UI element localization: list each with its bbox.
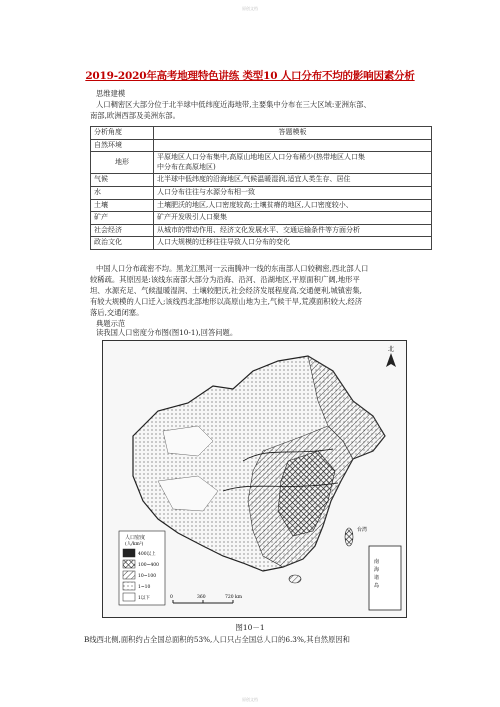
table-row [91,224,432,237]
section-heading-model: 思维建模 [96,89,126,98]
table-cell-template: 矿产开发吸引人口聚集 [154,212,432,225]
table-cell-angle: 社会经济 [91,224,154,237]
footer-watermark: 原创文档 [242,697,258,702]
legend-item-label: 1以下 [138,596,150,601]
intro-line-1: 人口稠密区大部分位于北半球中低纬度近海地带,主要集中分布在三大区域:亚洲东部、 [96,100,371,109]
nanhai-label: 岛 [374,583,380,589]
table-cell-angle: 土壤 [91,199,154,212]
north-arrow-icon [386,345,396,367]
template-table [90,126,432,250]
analysis-line-5: 落后,交通闭塞。 [90,308,144,317]
taiwan-island [345,528,353,546]
analysis-line-4: 有较大规模的人口迁入;该线西北部地形以高原山地为主,气候干旱,荒漠面积较大,经济 [90,297,363,306]
nanhai-label: 南 [374,559,380,565]
legend-item-label: 1~10 [138,585,151,590]
table-cell-angle: 矿产 [91,212,154,225]
scale-bar [170,594,243,603]
table-row [91,199,432,212]
taiwan-label: 台湾 [357,527,368,533]
analysis-line-3: 坦、水源充足、气候温暖湿润、土壤较肥沃,社会经济发展程度高,交通便利,城镇密集, [90,286,362,295]
table-row [91,186,432,199]
question-line: 读我国人口密度分布图(图10-1),回答问题。 [96,328,238,337]
table-row [91,237,432,250]
table-cell-angle: 政治文化 [91,237,154,250]
table-cell-template: 土壤肥沃的地区,人口密度较高;土壤贫瘠的地区,人口密度较小、 [154,199,432,212]
table-cell-template: 人口大规模的迁移往往导致人口分布的变化 [154,237,432,250]
table-row [91,174,432,187]
figure-caption: 图10－1 [235,623,265,632]
legend-title: 人口密度 [125,535,146,541]
table-cell-angle: 气候 [91,174,154,187]
analysis-line-1: 中国人口分布疏密不均。黑龙江黑河一云南腾冲一线的东南部人口较稠密,西北部人口 [96,264,369,273]
hainan-island [289,575,301,583]
analysis-line-2: 较稀疏。其原因是:该线东南部大部分为沿海、沿河、沿湖地区,平原面积广阔,地形平 [90,275,360,284]
map-legend [119,531,165,605]
scale-label: 360 [197,595,206,600]
table-row [91,139,432,152]
north-label: 北 [388,346,395,353]
table-cell-template: 北半球中低纬度的沿海地区,气候温暖湿润,适宜人类生存、居住 [154,174,432,187]
legend-item-label: 100~400 [138,563,159,568]
table-row [91,152,432,174]
table-header-cell: 答题模板 [154,127,432,140]
legend-unit: (人/km²) [125,542,144,547]
table-row [91,212,432,225]
china-map-figure [103,341,406,617]
table-cell-angle: 地形 [91,152,154,174]
table-cell-angle: 水 [91,186,154,199]
table-header-cell: 分析角度 [91,127,154,140]
nanhai-label: 诸 [374,575,380,581]
table-cell-angle: 自然环境 [91,139,154,152]
section-heading-example: 典题示范 [96,319,126,328]
question-continuation: B线西北侧,面积约占全国总面积的53%,人口只占全国总人口的6.3%,其自然原因和 [84,635,350,644]
table-cell-template: 从城市的带动作用、经济文化发展水平、交通运输条件等方面分析 [154,224,432,237]
table-cell-template: 人口分布往往与水源分布相一致 [154,186,432,199]
population-density-map [102,340,407,618]
table-cell-template: 平原地区人口分布集中,高原山地地区人口分布稀少(热带地区人口集 中分布在高原地区) [154,152,432,174]
nanhai-label: 海 [374,567,380,573]
scale-label: 720 km [225,595,243,600]
legend-item-label: 10~100 [138,574,157,579]
table-header-row [91,127,432,140]
table-cell-template [154,139,432,152]
page-title: 2019-2020年高考地理特色讲练 类型10 人口分布不均的影响因素分析 [85,70,415,82]
intro-line-2: 南部,欧洲西部及美洲东部。 [90,111,180,120]
legend-item-label: 400以上 [138,552,156,557]
header-watermark: 原创文档 [242,6,258,11]
scale-label: 0 [170,595,173,600]
